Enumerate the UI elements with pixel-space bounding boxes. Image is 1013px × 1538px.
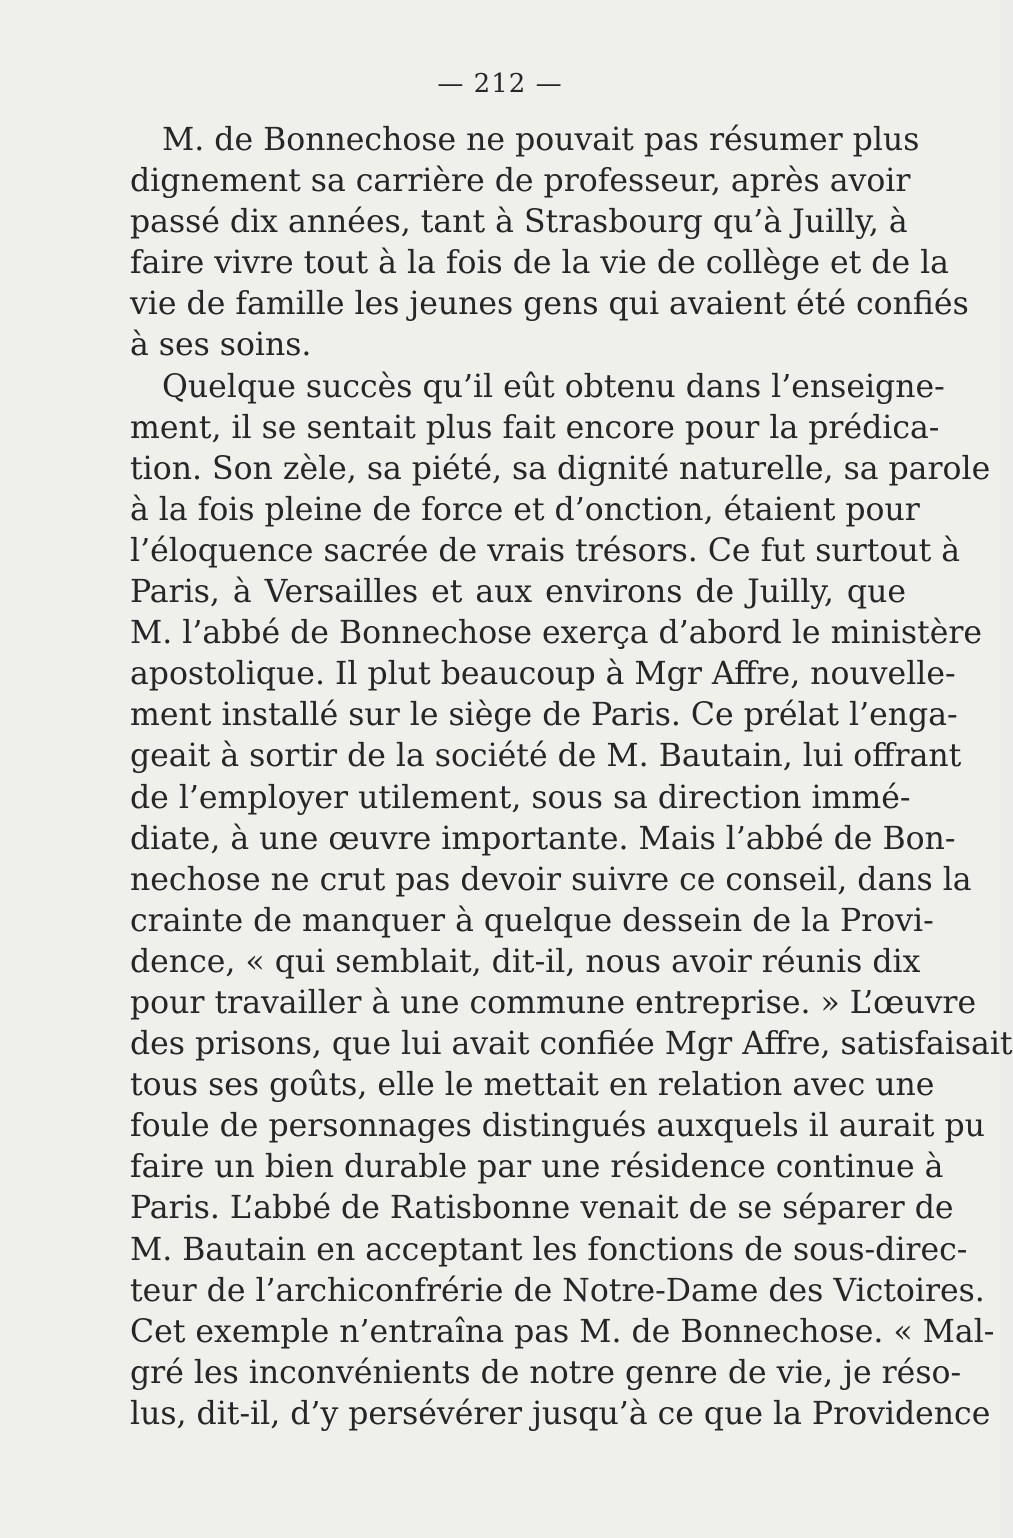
page-number: — 212 — (437, 69, 563, 99)
text-line: dignement sa carrière de professeur, après avoir (130, 163, 911, 200)
text-line: à ses soins. (130, 327, 312, 364)
text-line: M. de Bonnechose ne pouvait pas résumer plus (162, 122, 920, 158)
text-line: crainte de manquer à quelque dessein de la Provi- (130, 902, 934, 939)
text-line: Paris, à Versailles et aux environs de Juilly, que (130, 574, 906, 611)
text-line: teur de l’archiconfrérie de Notre-Dame des Victoires. (130, 1272, 985, 1309)
text-line: lus, dit-il, d’y persévérer jusqu’à ce que la Providence (130, 1395, 991, 1432)
text-line: faire un bien durable par une résidence continue à (130, 1149, 944, 1186)
text-line: Quelque succès qu’il eût obtenu dans l’enseigne- (162, 368, 945, 405)
text-line: Paris. L’abbé de Ratisbonne venait de se séparer de (130, 1190, 954, 1227)
text-line: pour travailler à une commune entreprise. » L’œuvre (130, 984, 977, 1021)
text-line: gré les inconvénients de notre genre de vie, je réso- (130, 1354, 962, 1391)
text-line: tion. Son zèle, sa piété, sa dignité naturelle, sa parole (130, 450, 991, 487)
text-line: faire vivre tout à la fois de la vie de collège et de la (130, 245, 949, 282)
text-line: ment installé sur le siège de Paris. Ce prélat l’enga- (130, 697, 958, 734)
text-line: des prisons, que lui avait confiée Mgr Affre, satisfaisait (130, 1026, 1013, 1063)
text-line: apostolique. Il plut beaucoup à Mgr Affre, nouvelle- (130, 656, 956, 693)
text-line: foule de personnages distingués auxquels il aurait pu (130, 1108, 985, 1145)
text-line: passé dix années, tant à Strasbourg qu’à Juilly, à (130, 204, 908, 241)
text-line: Cet exemple n’entraîna pas M. de Bonnechose. « Mal- (130, 1313, 995, 1350)
text-line: nechose ne crut pas devoir suivre ce conseil, dans la (130, 861, 972, 898)
text-line: tous ses goûts, elle le mettait en relation avec une (130, 1067, 935, 1104)
text-line: de l’employer utilement, sous sa direction immé- (130, 779, 911, 816)
text-line: ment, il se sentait plus fait encore pour la prédica- (130, 409, 940, 446)
text-line: M. l’abbé de Bonnechose exerça d’abord le ministère (130, 615, 983, 652)
text-line: vie de famille les jeunes gens qui avaient été confiés (130, 286, 969, 323)
text-line: diate, à une œuvre importante. Mais l’abbé de Bon- (130, 820, 956, 857)
text-line: à la fois pleine de force et d’onction, étaient pour (130, 491, 920, 528)
body-text (130, 120, 1013, 1435)
text-line: l’éloquence sacrée de vrais trésors. Ce fut surtout à (130, 532, 961, 569)
text-line: M. Bautain en acceptant les fonctions de sous-direc- (130, 1231, 968, 1268)
text-line: geait à sortir de la société de M. Bautain, lui offrant (130, 738, 962, 775)
text-line: dence, « qui semblait, dit-il, nous avoir réunis dix (130, 943, 921, 980)
